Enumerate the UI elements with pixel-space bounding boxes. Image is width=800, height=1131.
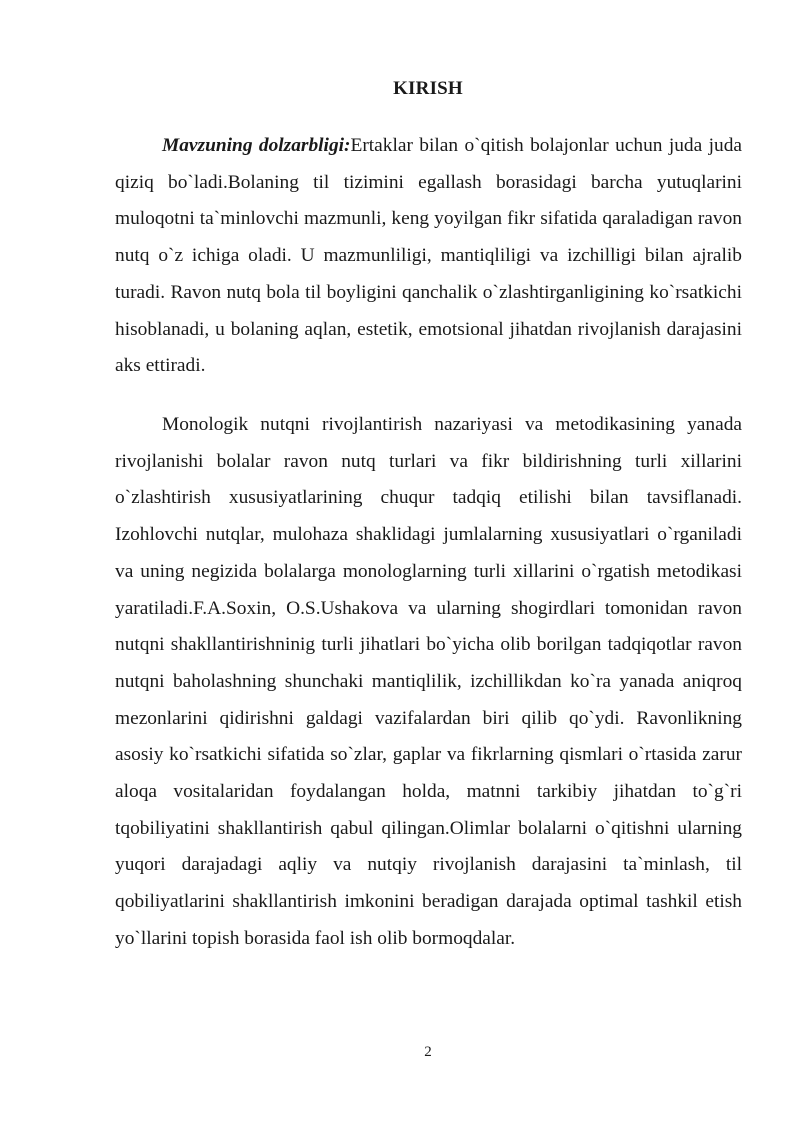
paragraph-lead: Mavzuning dolzarbligi:: [162, 135, 351, 156]
paragraph-relevance: [115, 128, 742, 385]
paragraph-monologic-speech: [115, 407, 742, 958]
paragraph-text: Monologik nutqni rivojlantirish nazariyasi va metodikasining yanada rivojlanishi bolalar ravon nutq turlari va fikr bildirishning turli xillarini o`zlashtirish xususiyatlarining chuqur tadqiq etilishi bilan tavsiflanadi. Izohlovchi nutqlar, mulohaza shaklidagi jumlalarning xususiyatlari o`rganiladi va uning negizida bolalarga monologlarning turli xillarini o`rgatish metodikasi yaratiladi.F.A.Soxin, O.S.Ushakova va ularning shogirdlari tomonidan ravon nutqni shakllantirishninig turli jihatlari bo`yicha olib borilgan tadqiqotlar ravon nutqni baholashning shunchaki mantiqlilik, izchillikdan ko`ra yanada aniqroq mezonlarini qidirishni galdagi vazifalardan biri qilib qo`ydi. Ravonlikning asosiy ko`rsatkichi sifatida so`zlar, gaplar va fikrlarning qismlari o`rtasida zarur aloqa vositalaridan foydalangan holda, matnni tarkibiy jihatdan to`g`ri tqobiliyatini shakllantirish qabul qilingan.Olimlar bolalarni o`qitishni ularning yuqori darajadagi aqliy va nutqiy rivojlanish darajasini ta`minlash, til qobiliyatlarini shakllantirish imkonini beradigan darajada optimal tashkil etish yo`llarini topish borasida faol ish olib bormoqdalar.: [115, 414, 742, 949]
paragraph-text: Ertaklar bilan o`qitish bolajonlar uchun juda juda qiziq bo`ladi.Bolaning til tizimini egallash borasidagi barcha yutuqlarini muloqotni ta`minlovchi mazmunli, keng yoyilgan fikr sifatida qaraladigan ravon nutq o`z ichiga oladi. U mazmunliligi, mantiqliligi va izchilligi bilan ajralib turadi. Ravon nutq bola til boyligini qanchalik o`zlashtirganligining ko`rsatkichi hisoblanadi, u bolaning aqlan, estetik, emotsional jihatdan rivojlanish darajasini aks ettiradi.: [115, 135, 742, 377]
page-number: 2: [424, 1044, 432, 1060]
page-title: KIRISH: [393, 78, 463, 99]
